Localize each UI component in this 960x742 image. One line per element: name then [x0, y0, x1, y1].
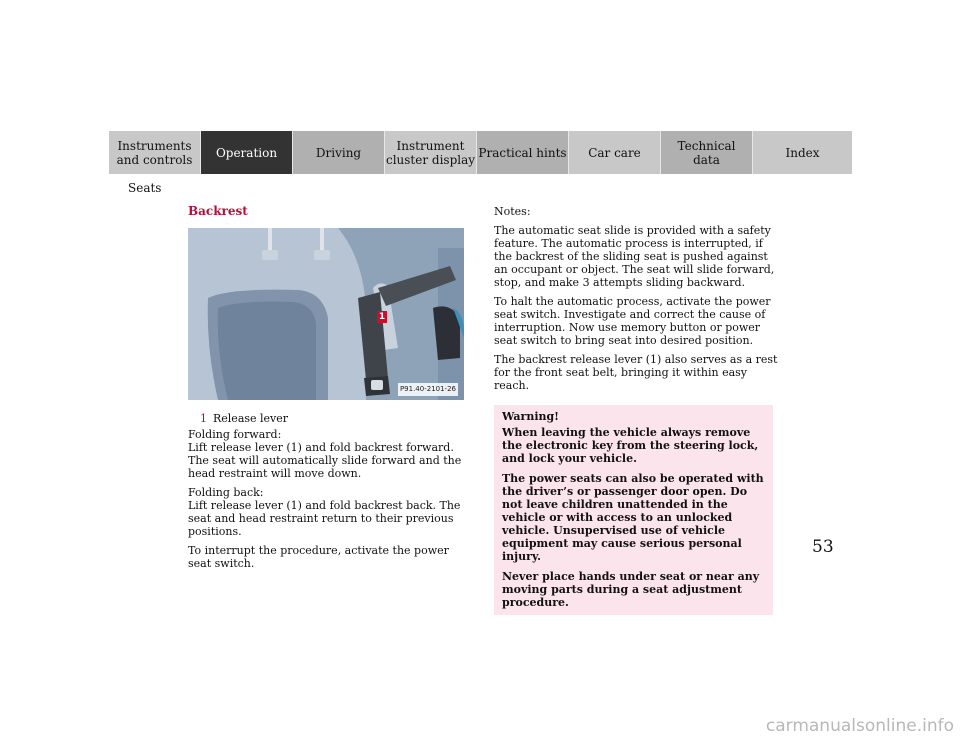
left-column: [188, 205, 468, 576]
tab-instrument-cluster-display[interactable]: Instrument cluster display: [385, 131, 477, 174]
tab-car-care[interactable]: Car care: [569, 131, 661, 174]
backrest-heading: Backrest: [188, 204, 248, 218]
folding-forward-label: Folding forward:: [188, 428, 282, 441]
warning-paragraph-1: When leaving the vehicle always remove the electronic key from the steering lock, and lock your vehicle.: [502, 426, 759, 465]
section-title: Seats: [128, 181, 162, 195]
note-3: The backrest release lever (1) also serves as a rest for the front seat belt, bringing it within easy reach.: [494, 353, 778, 392]
release-lever-callout: 1: [378, 311, 386, 322]
page-number: 53: [812, 537, 834, 557]
legend-text: Release lever: [213, 412, 289, 425]
figure-code: P91.40-2101-26: [398, 383, 458, 396]
tab-technical-data[interactable]: Technical data: [661, 131, 753, 174]
interrupt-text: To interrupt the procedure, activate the power seat switch.: [188, 544, 449, 570]
watermark: carmanualsonline.info: [765, 716, 954, 736]
tab-index[interactable]: Index: [753, 131, 852, 174]
notes-title: Notes:: [494, 205, 531, 218]
warning-title: Warning!: [502, 410, 560, 423]
folding-forward-text: Lift release lever (1) and fold backrest forward. The seat will automatically slide forward and the head restraint will move down.: [188, 441, 462, 480]
folding-back-label: Folding back:: [188, 486, 264, 499]
tab-operation[interactable]: Operation: [201, 131, 293, 174]
figure-legend: [200, 412, 468, 425]
folding-back-text: Lift release lever (1) and fold backrest back. The seat and head restraint return to their previous positions.: [188, 499, 461, 538]
tab-driving[interactable]: Driving: [293, 131, 385, 174]
warning-paragraph-3: Never place hands under seat or near any moving parts during a seat adjustment procedure.: [502, 570, 760, 609]
note-1: The automatic seat slide is provided with a safety feature. The automatic process is interrupted, if the backrest of the sliding seat is pushed against an occupant or object. The seat will slide forward, stop, and make 3 attempts sliding backward.: [494, 224, 775, 289]
legend-number: 1: [200, 412, 207, 425]
warning-paragraph-2: The power seats can also be operated with the driver’s or passenger door open. Do not leave children unattended in the vehicle or with access to an unlocked vehicle. Unsupervised use of vehicle equipment may cause serious personal injury.: [502, 472, 764, 563]
note-2: To halt the automatic process, activate the power seat switch. Investigate and correct the cause of interruption. Now use memory button or power seat switch to bring seat into desired position.: [494, 295, 771, 347]
seat-illustration: [188, 228, 464, 400]
tab-instruments-and-controls[interactable]: Instruments and controls: [109, 131, 201, 174]
right-column: [494, 205, 779, 615]
chapter-nav: [109, 131, 852, 174]
warning-box: [494, 405, 773, 615]
tab-practical-hints[interactable]: Practical hints: [477, 131, 569, 174]
backrest-figure: [188, 228, 464, 400]
